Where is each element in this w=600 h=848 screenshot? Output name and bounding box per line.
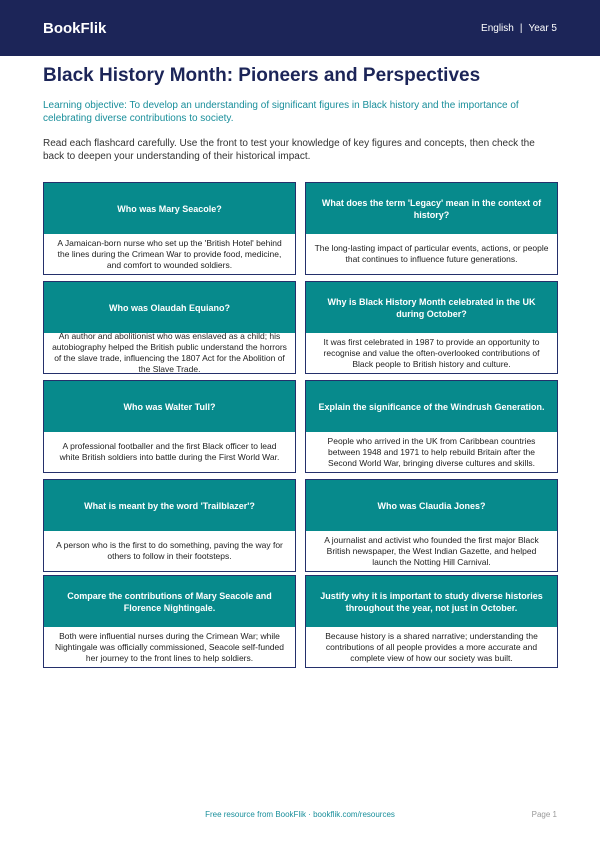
flashcard[interactable] xyxy=(305,182,558,275)
subject-label: English xyxy=(481,22,514,34)
flashcard[interactable] xyxy=(305,575,558,668)
flashcard-back: It was first celebrated in 1987 to provide an opportunity to recognise and value the often-overlooked contributions of Black people to British history and culture. xyxy=(323,336,540,369)
learning-objective: Learning objective: To develop an understanding of significant figures in Black history and the importance of celebrating diverse contributions to society. xyxy=(43,100,519,124)
flashcard-back: A professional footballer and the first Black officer to lead white British soldiers into battle during the First World War. xyxy=(59,441,280,462)
flashcard[interactable] xyxy=(43,281,296,374)
flashcard-front: Explain the significance of the Windrush Generation. xyxy=(306,381,557,432)
brand-logo[interactable]: BookFlik xyxy=(43,19,107,37)
flashcard-back: People who arrived in the UK from Caribbean countries between 1948 and 1971 to help rebuild Britain after the Second World War, bringing diverse cultures and skills. xyxy=(327,435,536,468)
flashcard-front: Justify why it is important to study diverse histories throughout the year, not just in October. xyxy=(306,576,557,627)
flashcard[interactable] xyxy=(305,380,558,473)
flashcard[interactable] xyxy=(43,380,296,473)
flashcard-back: The long-lasting impact of particular events, actions, or people that continues to influence future generations. xyxy=(314,243,549,264)
flashcard[interactable] xyxy=(43,182,296,275)
header-meta xyxy=(481,23,557,34)
flashcard[interactable] xyxy=(43,575,296,668)
flashcard-back: Because history is a shared narrative; understanding the contributions of all people provides a more accurate and complete view of how our society was built. xyxy=(325,630,538,663)
page-title: Black History Month: Pioneers and Perspectives xyxy=(43,65,481,86)
flashcard-back: A person who is the first to do something, paving the way for others to follow in their footsteps. xyxy=(56,540,283,561)
page-number: Page 1 xyxy=(531,810,557,819)
year-label: Year 5 xyxy=(528,22,557,34)
flashcard-back: A journalist and activist who founded the first major Black British newspaper, the West Indian Gazette, and helped launch the Notting Hill Carnival. xyxy=(324,534,539,567)
flashcard[interactable] xyxy=(305,479,558,572)
flashcard-front: Who was Walter Tull? xyxy=(44,381,295,432)
flashcard-front: Who was Claudia Jones? xyxy=(306,480,557,531)
flashcard[interactable] xyxy=(305,281,558,374)
flashcard-front: Who was Olaudah Equiano? xyxy=(44,282,295,333)
flashcard-front: What does the term 'Legacy' mean in the context of history? xyxy=(306,183,557,234)
flashcard-back: A Jamaican-born nurse who set up the 'British Hotel' behind the lines during the Crimean War to provide food, medicine, and comfort to wounded soldiers. xyxy=(57,237,282,270)
flashcard-front: Compare the contributions of Mary Seacole and Florence Nightingale. xyxy=(44,576,295,627)
flashcard-front: What is meant by the word 'Trailblazer'? xyxy=(44,480,295,531)
flashcard[interactable] xyxy=(43,479,296,572)
flashcard-back: Both were influential nurses during the Crimean War; while Nightingale was officially commissioned, Seacole self-funded her journey to the front lines to help soldiers. xyxy=(55,630,284,663)
flashcard-front: Why is Black History Month celebrated in the UK during October? xyxy=(306,282,557,333)
footer-link[interactable]: Free resource from BookFlik · bookflik.com/resources xyxy=(205,810,395,819)
header-bar xyxy=(0,0,600,56)
meta-separator: | xyxy=(519,22,523,34)
instructions-text: Read each flashcard carefully. Use the front to test your knowledge of key figures and concepts, then check the back to deepen your understanding of their historical impact. xyxy=(43,138,535,162)
flashcard-back: An author and abolitionist who was enslaved as a child; his autobiography helped the British public understand the horrors of the slave trade, influencing the 1807 Act for the Abolition of the Slave Trade. xyxy=(52,333,287,373)
flashcard-front: Who was Mary Seacole? xyxy=(44,183,295,234)
